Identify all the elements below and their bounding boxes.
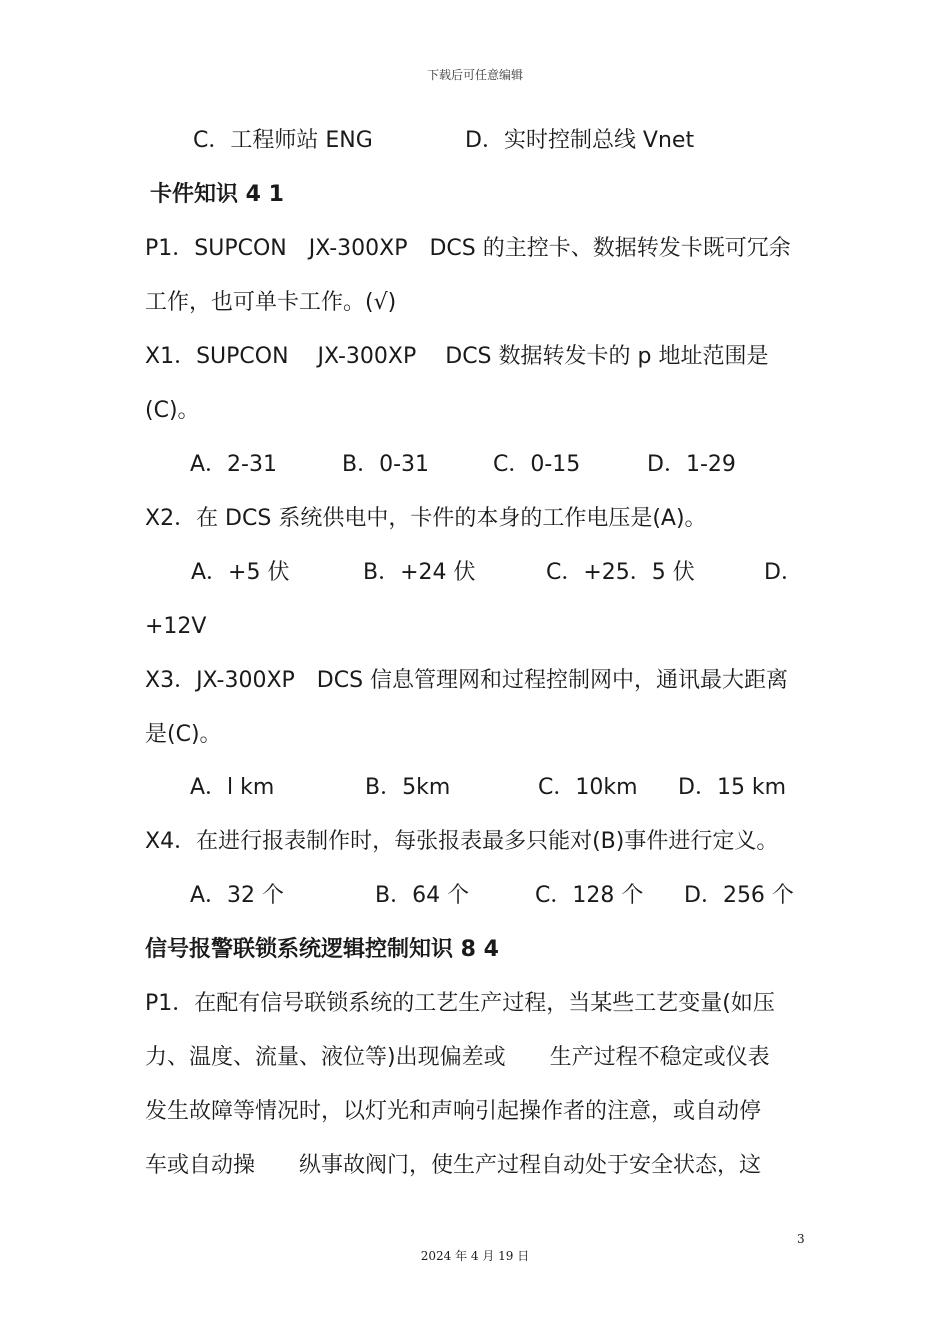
question-x1-line1: X1．SUPCON JX-300XP DCS 数据转发卡的 p 地址范围是 — [145, 344, 769, 369]
option-c: C．+25．5 伏 — [546, 560, 695, 585]
option-c: C．128 个 — [535, 883, 644, 908]
option-b: B．64 个 — [375, 883, 470, 908]
option-a: A．2-31 — [190, 452, 277, 477]
question-x2-line1: X2．在 DCS 系统供电中，卡件的本身的工作电压是(A)。 — [145, 506, 707, 531]
page-number: 3 — [797, 1232, 805, 1246]
question-x3-line2: 是(C)。 — [145, 722, 222, 747]
option-c: C．0-15 — [493, 452, 581, 477]
question-p1-line1: P1．在配有信号联锁系统的工艺生产过程，当某些工艺变量(如压 — [145, 991, 775, 1016]
question-p1-line1: P1．SUPCON JX-300XP DCS 的主控卡、数据转发卡既可冗余 — [145, 236, 791, 261]
question-p1-line3: 发生故障等情况时，以灯光和声响引起操作者的注意，或自动停 — [145, 1099, 762, 1124]
section-heading-cards: 卡件知识 4 1 — [150, 182, 284, 207]
option-d: D． — [764, 560, 803, 585]
option-d: D．1-29 — [647, 452, 736, 477]
option-d: D．实时控制总线 Vnet — [465, 128, 695, 153]
option-c: C．工程师站 ENG — [193, 128, 373, 153]
option-d: D．256 个 — [684, 883, 794, 908]
question-p1-line2: 力、温度、流量、液位等)出现偏差或 生产过程不稳定或仪表 — [145, 1045, 770, 1070]
option-d: D．15 km — [678, 775, 787, 800]
section-heading-alarm-interlock: 信号报警联锁系统逻辑控制知识 8 4 — [145, 937, 499, 962]
question-p1-line2: 工作，也可单卡工作。(√) — [145, 290, 397, 315]
option-b: B．5km — [365, 775, 451, 800]
option-a: A．32 个 — [190, 883, 285, 908]
option-a: A．l km — [190, 775, 275, 800]
question-x3-line1: X3．JX-300XP DCS 信息管理网和过程控制网中，通讯最大距离 — [145, 668, 789, 693]
question-p1-line4: 车或自动操 纵事故阀门，使生产过程自动处于安全状态，这 — [145, 1153, 762, 1178]
question-x1-line2: (C)。 — [145, 398, 200, 423]
question-x2-option-d-cont: +12V — [145, 614, 207, 639]
option-c: C．10km — [538, 775, 638, 800]
page-footer-date: 2024 年 4 月 19 日 — [420, 1249, 530, 1263]
option-b: B．+24 伏 — [363, 560, 476, 585]
option-b: B．0-31 — [342, 452, 430, 477]
question-x4-line1: X4．在进行报表制作时，每张报表最多只能对(B)事件进行定义。 — [145, 829, 779, 854]
page-header: 下载后可任意编辑 — [426, 68, 523, 82]
option-a: A．+5 伏 — [191, 560, 290, 585]
